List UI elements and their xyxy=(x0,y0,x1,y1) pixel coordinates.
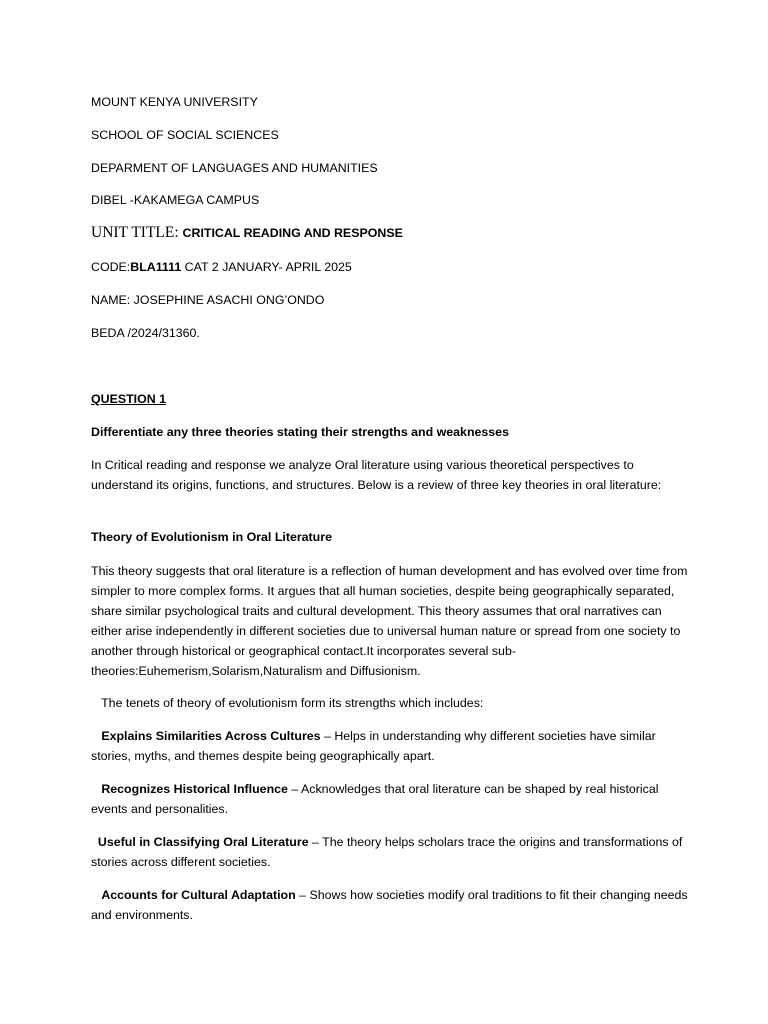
strength-text: – Acknowledges that oral literature can be shaped by real historical events and personalities. xyxy=(91,782,659,816)
strength-item xyxy=(91,832,691,872)
code-label: CODE: xyxy=(91,260,131,274)
strength-lead: Explains Similarities Across Cultures xyxy=(91,729,321,743)
unit-title-line xyxy=(91,225,403,241)
registration-number: BEDA /2024/31360. xyxy=(91,326,200,340)
strength-lead: Useful in Classifying Oral Literature xyxy=(91,835,309,849)
strength-lead: Recognizes Historical Influence xyxy=(91,782,288,796)
campus-name: DIBEL -KAKAMEGA CAMPUS xyxy=(91,193,260,207)
school-name: SCHOOL OF SOCIAL SCIENCES xyxy=(91,128,279,142)
strength-text: – Shows how societies modify oral traditions to fit their changing needs and environments. xyxy=(91,888,688,922)
section-title: Theory of Evolutionism in Oral Literature xyxy=(91,530,332,544)
student-name: NAME: JOSEPHINE ASACHI ONG’ONDO xyxy=(91,293,325,307)
code-details: CAT 2 JANUARY- APRIL 2025 xyxy=(181,260,352,274)
department-name: DEPARMENT OF LANGUAGES AND HUMANITIES xyxy=(91,161,378,175)
strength-item xyxy=(91,885,691,925)
question-prompt: Differentiate any three theories stating their strengths and weaknesses xyxy=(91,425,509,439)
strength-item xyxy=(91,726,691,766)
strength-lead: Accounts for Cultural Adaptation xyxy=(91,888,296,902)
university-name: MOUNT KENYA UNIVERSITY xyxy=(91,95,258,109)
intro-paragraph: In Critical reading and response we analyze Oral literature using various theoretical perspectives to understand its origins, functions, and structures. Below is a review of three key theories in oral literature: xyxy=(91,458,662,492)
question-heading: QUESTION 1 xyxy=(91,392,167,406)
strength-text: – Helps in understanding why different societies have similar stories, myths, and themes despite being geographically apart. xyxy=(91,729,656,763)
unit-title-label: UNIT TITLE: xyxy=(91,224,183,241)
tenets-intro: The tenets of theory of evolutionism form its strengths which includes: xyxy=(91,696,484,710)
unit-title-value: CRITICAL READING AND RESPONSE xyxy=(182,226,403,240)
code-value: BLA1111 xyxy=(130,260,182,274)
code-line xyxy=(91,259,352,275)
strength-text: – The theory helps scholars trace the origins and transformations of stories across different societies. xyxy=(91,835,683,869)
section-body: This theory suggests that oral literature is a reflection of human development and has evolved over time from simpler to more complex forms. It argues that all human societies, despite being geographically separated, share similar psychological traits and cultural development. This theory assumes that oral narratives can either arise independently in different societies due to universal human nature or spread from one society to another through historical or geographical contact.It incorporates several sub-theories:Euhemerism,Solarism,Naturalism and Diffusionism. xyxy=(91,564,688,678)
strength-item xyxy=(91,779,691,819)
